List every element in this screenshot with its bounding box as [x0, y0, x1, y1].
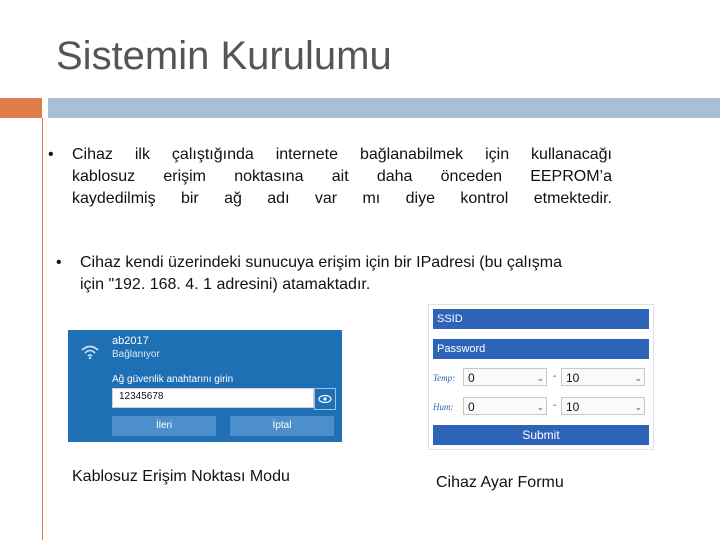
wifi-panel-caption: Kablosuz Erişim Noktası Modu [72, 468, 290, 485]
chevron-down-icon: ⌄ [536, 402, 544, 412]
temp-label: Temp: [433, 373, 456, 383]
temp-max-value: 10 [566, 371, 580, 385]
chevron-down-icon: ⌄ [634, 402, 642, 412]
bullet-line: kablosuz erişim noktasına ait daha önceden EEPROM’a [72, 168, 612, 185]
hum-max-select[interactable] [561, 397, 645, 415]
chevron-down-icon: ⌄ [634, 373, 642, 383]
bullet-item-2 [56, 252, 632, 296]
wifi-connect-panel [68, 330, 342, 442]
chevron-down-icon: ⌄ [536, 373, 544, 383]
bullet-line: için "192. 168. 4. 1 adresini) atamaktadır. [80, 276, 371, 293]
hum-label: Hum: [433, 402, 454, 412]
range-separator: - [553, 371, 557, 382]
temp-min-select[interactable] [463, 368, 547, 386]
accent-bar-orange [0, 98, 42, 118]
bullet-marker: • [56, 254, 62, 271]
bullet-line: Cihaz ilk çalıştığında internete bağlanabilmek için kullanacağı [72, 146, 612, 163]
password-input[interactable]: Password [433, 339, 649, 359]
slide-title: Sistemin Kurulumu [56, 34, 392, 78]
temp-min-value: 0 [468, 371, 475, 385]
next-button[interactable]: İleri [112, 416, 216, 436]
submit-button[interactable]: Submit [433, 425, 649, 445]
temp-max-select[interactable] [561, 368, 645, 386]
bullet-marker: • [48, 146, 54, 163]
security-key-value: 12345678 [119, 391, 164, 402]
accent-vertical-line [42, 118, 43, 540]
bullet-line: Cihaz kendi üzerindeki sunucuya erişim için bir IPadresi (bu çalışma [80, 254, 562, 271]
accent-bar-blue [48, 98, 720, 118]
bullet-item-1 [48, 144, 612, 210]
network-name: ab2017 [112, 335, 149, 347]
bullet-text [80, 252, 632, 296]
security-key-prompt: Ağ güvenlik anahtarını girin [112, 374, 234, 385]
config-form-caption: Cihaz Ayar Formu [436, 474, 564, 491]
connection-status: Bağlanıyor [112, 349, 160, 360]
hum-min-value: 0 [468, 400, 475, 414]
wifi-icon [80, 344, 100, 365]
hum-min-select[interactable] [463, 397, 547, 415]
security-key-input[interactable] [112, 388, 314, 408]
cancel-button[interactable]: İptal [230, 416, 334, 436]
bullet-line: kaydedilmiş bir ağ adı var mı diye kontrol etmektedir. [72, 190, 612, 207]
ssid-input[interactable]: SSID [433, 309, 649, 329]
hum-max-value: 10 [566, 400, 580, 414]
range-separator: - [553, 400, 557, 411]
device-config-form [428, 304, 654, 450]
eye-icon[interactable] [314, 388, 336, 410]
bullet-text [72, 144, 612, 210]
